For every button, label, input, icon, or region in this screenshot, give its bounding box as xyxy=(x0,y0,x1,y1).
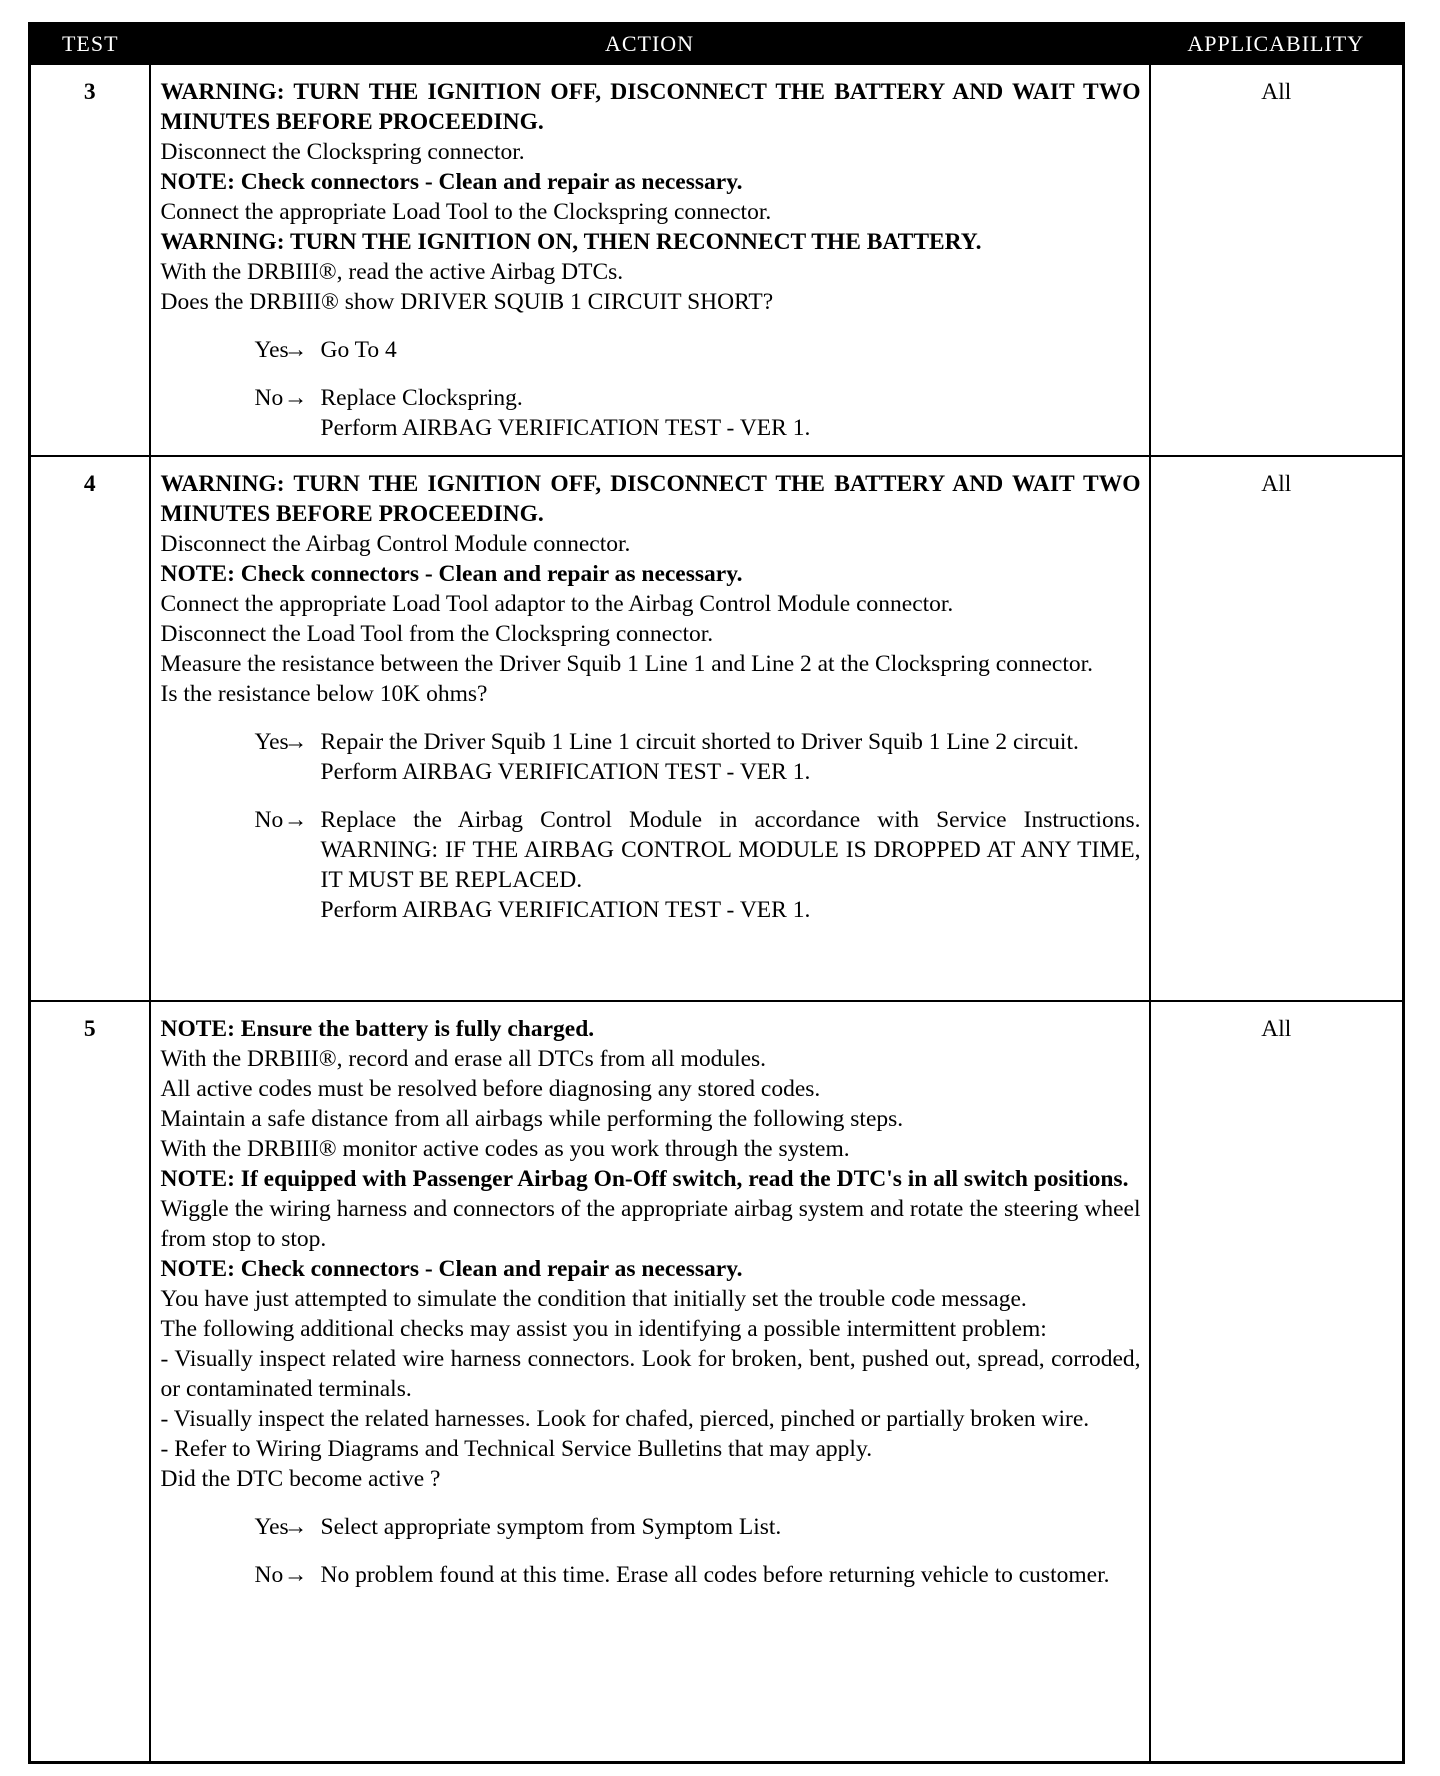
instruction-text: Connect the appropriate Load Tool to the Clockspring connector. xyxy=(160,199,772,225)
instruction-text: Is the resistance below 10K ohms? xyxy=(160,681,488,707)
header-action: ACTION xyxy=(150,24,1150,65)
answer-label: No xyxy=(254,1562,284,1588)
instruction-text: Maintain a safe distance from all airbags while performing the following steps. xyxy=(160,1106,904,1132)
applicability-value: All xyxy=(1150,1001,1404,1762)
answer-no xyxy=(161,1560,1141,1590)
instruction-text: - Visually inspect related wire harness connectors. Look for broken, bent, pushed out, spread, corroded, or contaminated terminals. xyxy=(160,1346,1141,1402)
answer-label: No xyxy=(254,807,284,833)
test-number: 4 xyxy=(30,456,150,1001)
answer-yes xyxy=(161,727,1141,787)
warning-note-text: WARNING: TURN THE IGNITION OFF, DISCONNECT THE BATTERY AND WAIT TWO MINUTES BEFORE PROCEEDING. xyxy=(160,471,1141,527)
test-number: 5 xyxy=(30,1001,150,1762)
warning-note-text: NOTE: Check connectors - Clean and repair as necessary. xyxy=(160,561,743,587)
instruction-text: With the DRBIII®, read the active Airbag DTCs. xyxy=(160,259,624,285)
action-cell xyxy=(150,64,1150,456)
table-row xyxy=(30,64,1404,456)
diagnostic-test-table xyxy=(28,22,1405,1764)
arrow-right-icon: → xyxy=(283,807,308,833)
arrow-right-icon: → xyxy=(283,385,308,411)
header-test: TEST xyxy=(30,24,150,65)
warning-note-text: NOTE: If equipped with Passenger Airbag On-Off switch, read the DTC's in all switch positions. xyxy=(160,1166,1129,1192)
answer-result-line: Replace the Airbag Control Module in accordance with Service Instructions. WARNING: IF THE AIRBAG CONTROL MODULE IS DROPPED AT ANY TIME, IT MUST BE REPLACED. xyxy=(320,807,1141,893)
applicability-value: All xyxy=(1150,456,1404,1001)
instruction-text: Does the DRBIII® show DRIVER SQUIB 1 CIRCUIT SHORT? xyxy=(160,289,774,315)
instruction-text: Disconnect the Clockspring connector. xyxy=(160,139,525,165)
answer-result xyxy=(321,805,1141,925)
answer-result xyxy=(321,383,1141,443)
arrow-right-icon: → xyxy=(283,1514,308,1540)
header-applicability: APPLICABILITY xyxy=(1150,24,1404,65)
instruction-text: Did the DTC become active ? xyxy=(160,1466,441,1492)
warning-note-text: NOTE: Ensure the battery is fully charged. xyxy=(160,1016,595,1042)
answer-label: Yes xyxy=(254,1514,289,1540)
arrow-right-icon: → xyxy=(283,729,308,755)
table-body xyxy=(30,64,1404,1762)
warning-note-text: WARNING: TURN THE IGNITION OFF, DISCONNECT THE BATTERY AND WAIT TWO MINUTES BEFORE PROCEEDING. xyxy=(160,79,1141,135)
instruction-text: Connect the appropriate Load Tool adaptor to the Airbag Control Module connector. xyxy=(160,591,954,617)
answer-result-line: Select appropriate symptom from Symptom List. xyxy=(320,1514,782,1540)
answer-label: Yes xyxy=(254,729,289,755)
test-number: 3 xyxy=(30,64,150,456)
answer-label: Yes xyxy=(254,337,289,363)
instruction-text: Measure the resistance between the Driver Squib 1 Line 1 and Line 2 at the Clockspring connector. xyxy=(160,651,1094,677)
action-cell xyxy=(150,456,1150,1001)
arrow-right-icon: → xyxy=(283,337,308,363)
answer-result-line: Replace Clockspring. xyxy=(320,385,523,411)
instruction-text: Disconnect the Load Tool from the Clockspring connector. xyxy=(160,621,714,647)
instruction-text: All active codes must be resolved before diagnosing any stored codes. xyxy=(160,1076,821,1102)
instruction-text: Disconnect the Airbag Control Module connector. xyxy=(160,531,631,557)
answer-result xyxy=(321,335,1141,365)
instruction-text: - Visually inspect the related harnesses. Look for chafed, pierced, pinched or partially broken wire. xyxy=(160,1406,1090,1432)
applicability-value: All xyxy=(1150,64,1404,456)
table-row xyxy=(30,1001,1404,1762)
warning-note-text: WARNING: TURN THE IGNITION ON, THEN RECONNECT THE BATTERY. xyxy=(160,229,982,255)
answer-label: No xyxy=(254,385,284,411)
instruction-text: With the DRBIII® monitor active codes as you work through the system. xyxy=(160,1136,850,1162)
warning-note-text: NOTE: Check connectors - Clean and repair as necessary. xyxy=(160,1256,743,1282)
answer-no xyxy=(161,383,1141,443)
answer-no xyxy=(161,805,1141,925)
instruction-text: Wiggle the wiring harness and connectors of the appropriate airbag system and rotate the steering wheel from stop to stop. xyxy=(160,1196,1141,1252)
instruction-text: With the DRBIII®, record and erase all DTCs from all modules. xyxy=(160,1046,767,1072)
answer-yes xyxy=(161,335,1141,365)
answer-result-line: Perform AIRBAG VERIFICATION TEST - VER 1. xyxy=(320,415,811,441)
answer-yes xyxy=(161,1512,1141,1542)
answer-result xyxy=(321,1512,1141,1542)
table-row xyxy=(30,456,1404,1001)
arrow-right-icon: → xyxy=(283,1562,308,1588)
instruction-text: You have just attempted to simulate the condition that initially set the trouble code message. xyxy=(160,1286,1027,1312)
answer-result-line: Repair the Driver Squib 1 Line 1 circuit shorted to Driver Squib 1 Line 2 circuit. xyxy=(320,729,1079,755)
answer-result-line: Perform AIRBAG VERIFICATION TEST - VER 1. xyxy=(320,759,811,785)
warning-note-text: NOTE: Check connectors - Clean and repair as necessary. xyxy=(160,169,743,195)
answer-result-line: Go To 4 xyxy=(320,337,397,363)
answer-result-line: Perform AIRBAG VERIFICATION TEST - VER 1. xyxy=(320,897,811,923)
instruction-text: The following additional checks may assist you in identifying a possible intermittent problem: xyxy=(160,1316,1047,1342)
answer-result-line: No problem found at this time. Erase all codes before returning vehicle to customer. xyxy=(320,1562,1110,1588)
answer-result xyxy=(321,1560,1141,1590)
instruction-text: - Refer to Wiring Diagrams and Technical Service Bulletins that may apply. xyxy=(160,1436,873,1462)
answer-result xyxy=(321,727,1141,787)
action-cell xyxy=(150,1001,1150,1762)
table-header-row xyxy=(30,24,1404,65)
